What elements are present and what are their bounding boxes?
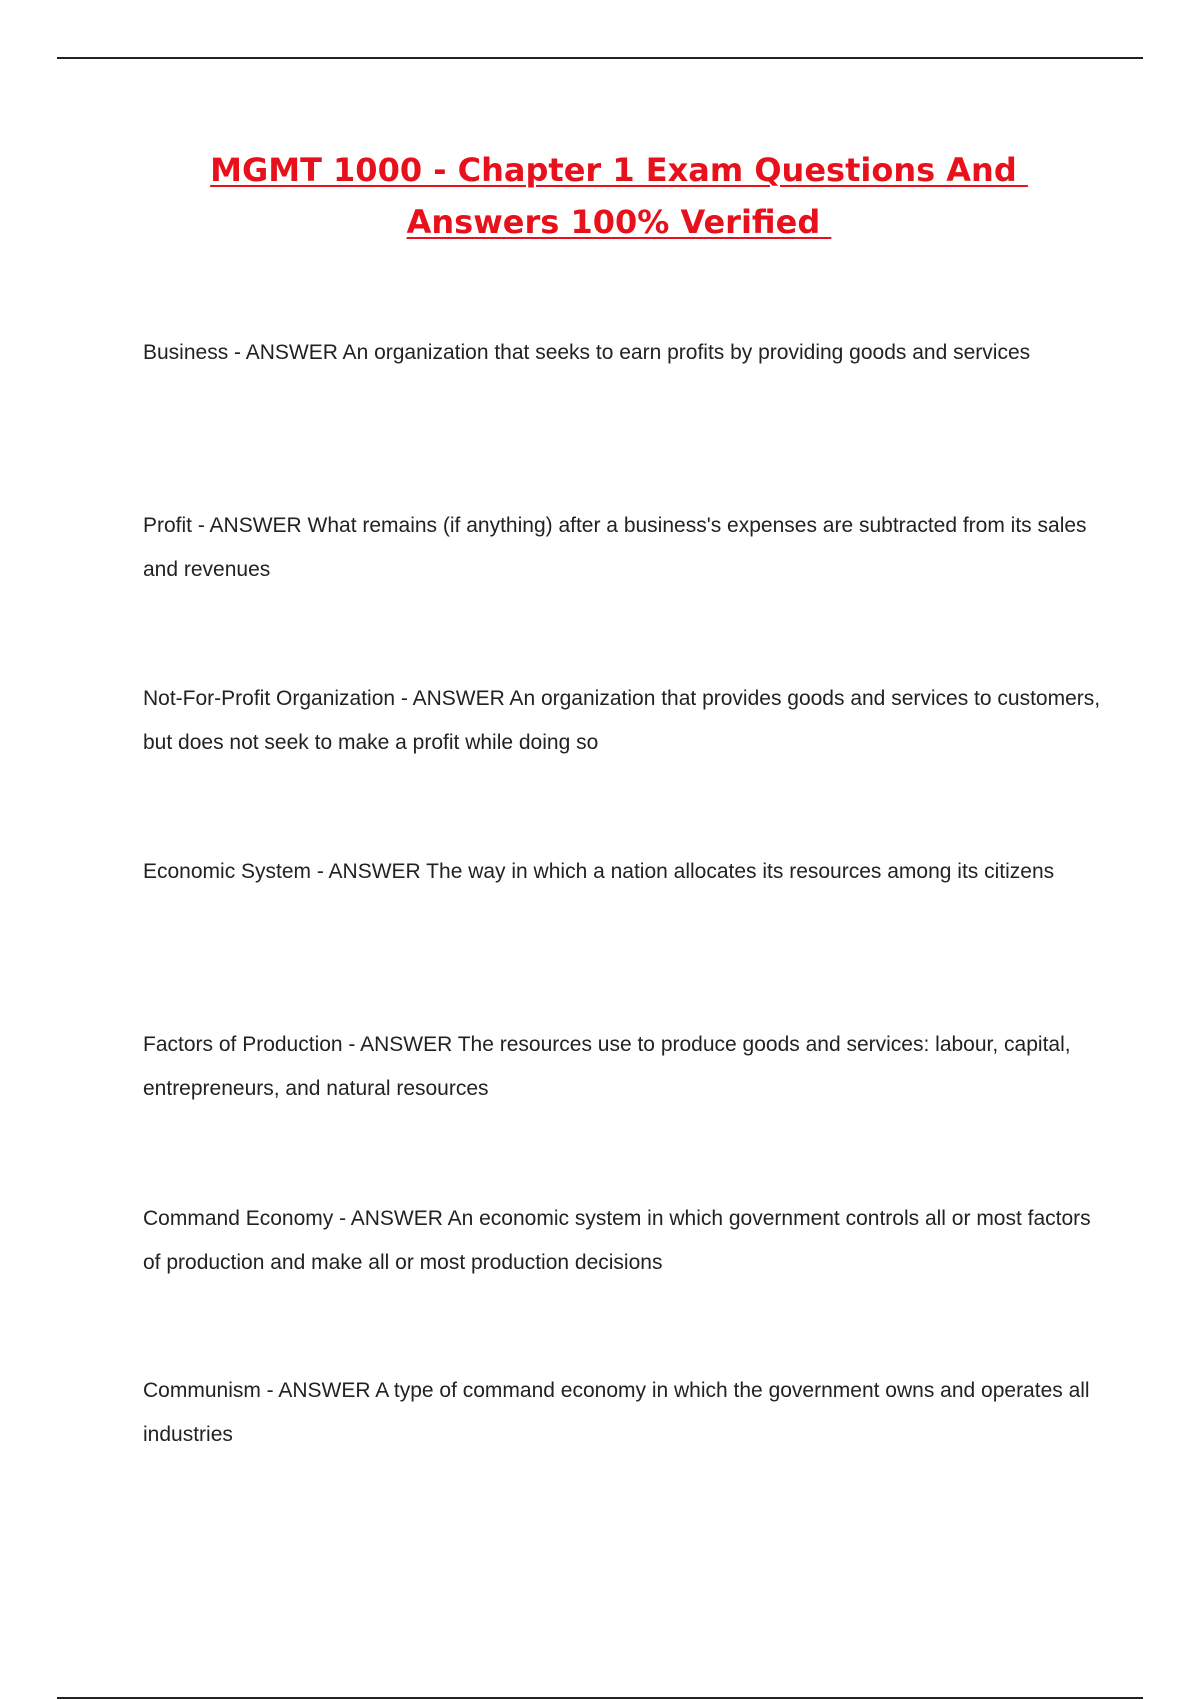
qa-item-economic-system: Economic System - ANSWER The way in which a nation allocates its resources among its citizens [143, 860, 1055, 883]
title-line-1: MGMT 1000 - Chapter 1 Exam Questions And [210, 151, 1028, 189]
qa-item-profit: Profit - ANSWER What remains (if anything) after a business's expenses are subtracted from its sales and revenues [143, 514, 1087, 581]
bottom-rule [57, 1697, 1143, 1699]
document-title [0, 144, 1200, 248]
qa-item-not-for-profit: Not-For-Profit Organization - ANSWER An organization that provides goods and services to customers, but does not seek to make a profit while doing so [143, 687, 1101, 754]
title-line-2: Answers 100% Verified [406, 203, 832, 241]
qa-item-business: Business - ANSWER An organization that seeks to earn profits by providing goods and services [143, 341, 1031, 364]
top-rule [57, 57, 1143, 59]
qa-item-communism: Communism - ANSWER A type of command economy in which the government owns and operates all industries [143, 1379, 1090, 1446]
qa-item-command-economy: Command Economy - ANSWER An economic system in which government controls all or most factors of production and make all or most production decisions [143, 1207, 1091, 1274]
qa-item-factors-of-production: Factors of Production - ANSWER The resources use to produce goods and services: labour, capital, entrepreneurs, and natural resources [143, 1033, 1071, 1100]
